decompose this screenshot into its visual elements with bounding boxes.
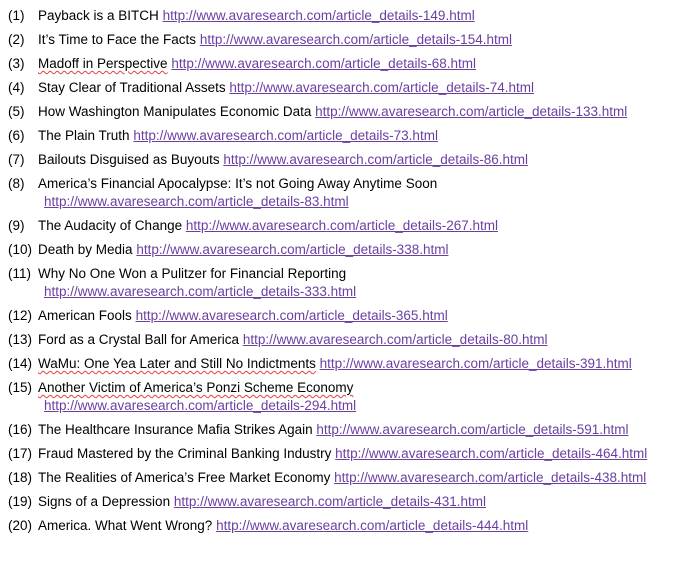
item-number: (6) xyxy=(8,128,25,143)
list-item xyxy=(8,266,678,299)
item-title: Another Victim of America’s Ponzi Scheme Economy xyxy=(38,380,354,395)
list-item xyxy=(8,422,678,437)
item-title: Why No One Won a Pulitzer for Financial Reporting xyxy=(38,266,347,281)
item-title: Stay Clear of Traditional Assets xyxy=(38,80,226,95)
item-body xyxy=(38,518,678,533)
item-link[interactable]: http://www.avaresearch.com/article_details-464.html xyxy=(335,446,648,461)
item-number: (3) xyxy=(8,56,25,71)
item-title: Bailouts Disguised as Buyouts xyxy=(38,152,220,167)
item-link[interactable]: http://www.avaresearch.com/article_details-365.html xyxy=(135,308,448,323)
item-title: How Washington Manipulates Economic Data xyxy=(38,104,312,119)
item-number: (1) xyxy=(8,8,25,23)
item-number: (15) xyxy=(8,380,33,395)
list-item xyxy=(8,332,678,347)
item-body xyxy=(38,446,678,461)
item-title: WaMu: One Yea Later and Still No Indictments xyxy=(38,356,316,371)
item-link[interactable]: http://www.avaresearch.com/article_details-86.html xyxy=(223,152,529,167)
item-title: The Realities of America’s Free Market Economy xyxy=(38,470,331,485)
item-title: Payback is a BITCH xyxy=(38,8,159,23)
item-body xyxy=(38,128,678,143)
item-link[interactable]: http://www.avaresearch.com/article_details-133.html xyxy=(315,104,628,119)
item-body xyxy=(38,470,678,485)
item-number: (5) xyxy=(8,104,25,119)
item-title: The Healthcare Insurance Mafia Strikes Again xyxy=(38,422,313,437)
list-item xyxy=(8,446,678,461)
item-number: (10) xyxy=(8,242,33,257)
list-item xyxy=(8,356,678,371)
item-body xyxy=(38,242,678,257)
list-item xyxy=(8,518,678,533)
list-item xyxy=(8,104,678,119)
item-body xyxy=(38,380,678,413)
item-title: American Fools xyxy=(38,308,132,323)
item-body xyxy=(38,32,678,47)
item-title: Fraud Mastered by the Criminal Banking Industry xyxy=(38,446,332,461)
list-item xyxy=(8,128,678,143)
item-body xyxy=(38,176,678,209)
item-title: America. What Went Wrong? xyxy=(38,518,213,533)
item-number: (14) xyxy=(8,356,33,371)
list-item xyxy=(8,494,678,509)
item-number: (9) xyxy=(8,218,25,233)
list-item xyxy=(8,242,678,257)
item-body xyxy=(38,356,678,371)
item-link[interactable]: http://www.avaresearch.com/article_details-73.html xyxy=(133,128,438,143)
list-item xyxy=(8,176,678,209)
list-item xyxy=(8,218,678,233)
item-title: Madoff in Perspective xyxy=(38,56,168,71)
item-link[interactable]: http://www.avaresearch.com/article_details-80.html xyxy=(242,332,548,347)
item-title: America’s Financial Apocalypse: It’s not Going Away Anytime Soon xyxy=(38,176,438,191)
item-link[interactable]: http://www.avaresearch.com/article_details-438.html xyxy=(334,470,647,485)
item-body xyxy=(38,80,678,95)
item-number: (13) xyxy=(8,332,33,347)
list-item xyxy=(8,152,678,167)
item-body xyxy=(38,56,678,71)
item-link[interactable]: http://www.avaresearch.com/article_details-83.html xyxy=(44,194,349,209)
item-link[interactable]: http://www.avaresearch.com/article_details-267.html xyxy=(185,218,499,233)
list-item xyxy=(8,380,678,413)
item-link[interactable]: http://www.avaresearch.com/article_details-294.html xyxy=(44,398,357,413)
item-number: (7) xyxy=(8,152,25,167)
item-title: It’s Time to Face the Facts xyxy=(38,32,197,47)
list-item xyxy=(8,308,678,323)
item-number: (11) xyxy=(8,266,32,281)
item-body xyxy=(38,332,678,347)
list-item xyxy=(8,470,678,485)
item-number: (20) xyxy=(8,518,33,533)
item-link[interactable]: http://www.avaresearch.com/article_details-154.html xyxy=(199,32,512,47)
item-link[interactable]: http://www.avaresearch.com/article_details-149.html xyxy=(162,8,475,23)
item-body xyxy=(38,218,678,233)
item-body xyxy=(38,422,678,437)
item-number: (16) xyxy=(8,422,33,437)
list-item xyxy=(8,56,678,71)
list-item xyxy=(8,32,678,47)
item-number: (19) xyxy=(8,494,33,509)
item-body xyxy=(38,266,678,299)
item-number: (8) xyxy=(8,176,25,191)
item-body xyxy=(38,152,678,167)
item-link[interactable]: http://www.avaresearch.com/article_details-591.html xyxy=(316,422,629,437)
item-link[interactable]: http://www.avaresearch.com/article_details-444.html xyxy=(216,518,529,533)
item-title: The Plain Truth xyxy=(38,128,130,143)
item-number: (18) xyxy=(8,470,33,485)
item-title: Death by Media xyxy=(38,242,133,257)
item-link[interactable]: http://www.avaresearch.com/article_details-74.html xyxy=(229,80,534,95)
item-body xyxy=(38,8,678,23)
item-title: The Audacity of Change xyxy=(38,218,183,233)
item-body xyxy=(38,494,678,509)
list-item xyxy=(8,80,678,95)
item-link[interactable]: http://www.avaresearch.com/article_details-333.html xyxy=(44,284,357,299)
item-title: Ford as a Crystal Ball for America xyxy=(38,332,240,347)
item-title: Signs of a Depression xyxy=(38,494,171,509)
item-link[interactable]: http://www.avaresearch.com/article_details-391.html xyxy=(319,356,632,371)
item-number: (2) xyxy=(8,32,25,47)
item-number: (12) xyxy=(8,308,33,323)
item-number: (17) xyxy=(8,446,33,461)
item-number: (4) xyxy=(8,80,25,95)
item-body xyxy=(38,308,678,323)
item-link[interactable]: http://www.avaresearch.com/article_details-338.html xyxy=(136,242,449,257)
list-item xyxy=(8,8,678,23)
item-link[interactable]: http://www.avaresearch.com/article_details-68.html xyxy=(171,56,476,71)
item-body xyxy=(38,104,678,119)
item-link[interactable]: http://www.avaresearch.com/article_details-431.html xyxy=(173,494,486,509)
